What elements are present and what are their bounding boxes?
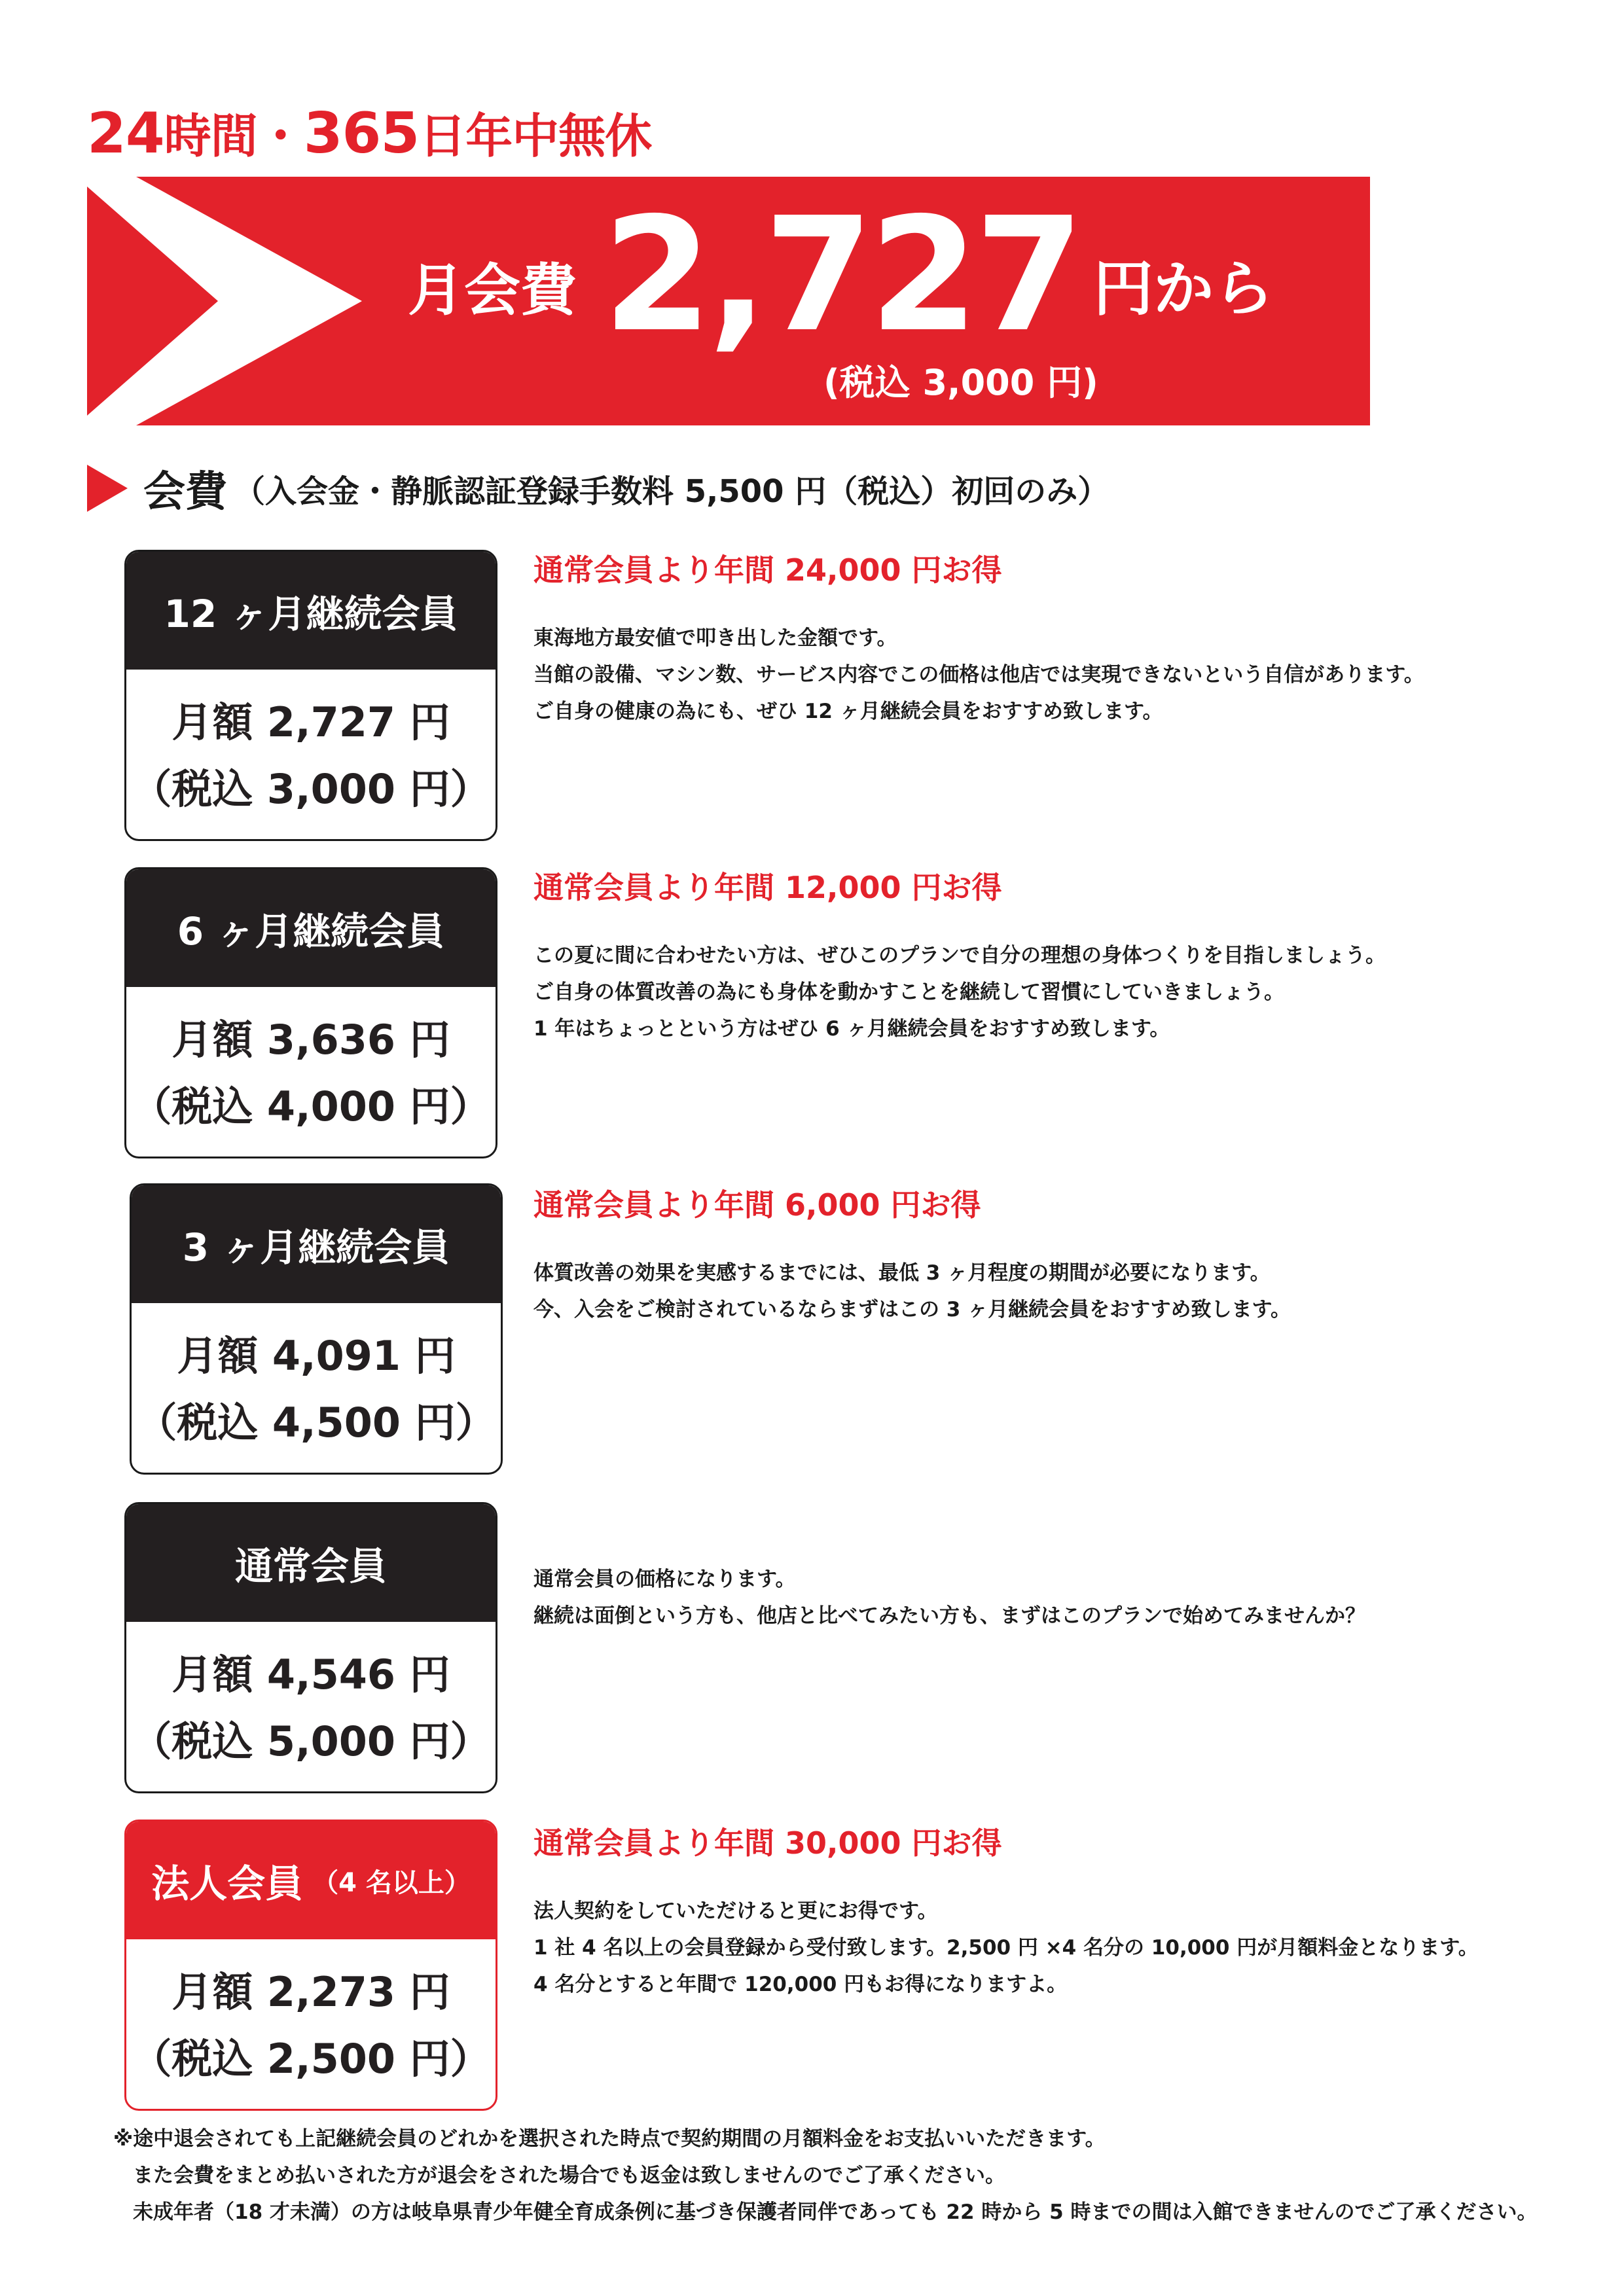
plan-description-12-months: [533, 547, 1581, 730]
banner-price-line: [408, 183, 1274, 367]
section-heading: [87, 458, 1109, 518]
plan-savings: 通常会員より年間 30,000 円お得: [533, 1825, 1002, 1861]
plan-description-line: 1 年はちょっとという方はぜひ 6 ヶ月継続会員をおすすめ致します。: [533, 1017, 1170, 1041]
plan-description-line: 東海地方最安値で叩き出した金額です。: [533, 626, 897, 650]
hours-tagline: [87, 98, 651, 166]
days-number: 365: [303, 101, 420, 166]
plan-description-3-months: [533, 1181, 1581, 1328]
plan-description-line: 4 名分とすると年間で 120,000 円もお得になりますよ。: [533, 1973, 1068, 1996]
plan-tax-price: （税込 5,000 円）: [131, 1717, 491, 1765]
plan-description-6-months: [533, 864, 1581, 1047]
plan-monthly-price: 月額 2,273 円: [171, 1968, 450, 2016]
plan-monthly-price: 月額 3,636 円: [171, 1016, 450, 1064]
plan-tax-price: （税込 4,000 円）: [131, 1083, 491, 1130]
plan-card-3-months: [130, 1183, 503, 1475]
plan-card-6-months: [124, 867, 497, 1158]
footnotes: [113, 2121, 1538, 2231]
hours-unit: 時間・: [164, 109, 304, 164]
plan-description-line: 当館の設備、マシン数、サービス内容でこの価格は他店では実現できないという自信があります。: [533, 663, 1424, 687]
hours-number: 24: [87, 101, 164, 166]
footnote-line: また会費をまとめ払いされた方が退会をされた場合でも返金は致しませんのでご了承ください。: [133, 2164, 1005, 2187]
plan-description-line: この夏に間に合わせたい方は、ぜひこのプランで自分の理想の身体つくりを目指しましょう。: [533, 944, 1386, 967]
banner-label: 月会費: [408, 258, 577, 323]
plan-tax-price: （税込 3,000 円）: [131, 765, 491, 813]
section-subtitle: （入会金・静脈認証登録手数料 5,500 円（税込）初回のみ）: [234, 473, 1110, 510]
plan-description-line: ご自身の体質改善の為にも身体を動かすことを継続して習慣にしていきましょう。: [533, 980, 1284, 1004]
plan-name: 6 ヶ月継続会員: [126, 869, 496, 987]
plan-card-12-months: [124, 550, 497, 841]
triangle-bullet-icon: [87, 465, 128, 512]
plan-card-regular: [124, 1502, 497, 1793]
plan-description-corporate: [533, 1820, 1581, 2003]
plan-description-line: 1 社 4 名以上の会員登録から受付致します。2,500 円 ×4 名分の 10,000 円が月額料金となります。: [533, 1936, 1479, 1960]
plan-monthly-price: 月額 2,727 円: [171, 698, 450, 746]
plan-tax-price: （税込 4,500 円）: [136, 1399, 496, 1446]
plan-savings: 通常会員より年間 12,000 円お得: [533, 870, 1002, 905]
plan-card-corporate: [124, 1820, 497, 2111]
plan-tax-price: （税込 2,500 円）: [131, 2035, 491, 2083]
plan-description-regular: [533, 1561, 1581, 1634]
banner-tax-included: (税込 3,000 円): [823, 362, 1098, 403]
plan-description-line: 通常会員の価格になります。: [533, 1568, 796, 1591]
footnote-line: ※途中退会されても上記継続会員のどれかを選択された時点で契約期間の月額料金をお支払いいただきます。: [113, 2127, 1106, 2151]
days-unit: 日年中無休: [419, 109, 652, 164]
plan-name-text: 法人会員: [151, 1861, 304, 1906]
chevron-arrow-icon: [87, 177, 362, 425]
plan-name: 12 ヶ月継続会員: [126, 552, 496, 670]
plan-name: [126, 1821, 496, 1939]
price-banner: [87, 177, 1370, 425]
plan-description-line: 体質改善の効果を実感するまでには、最低 3 ヶ月程度の期間が必要になります。: [533, 1261, 1271, 1285]
plan-monthly-price: 月額 4,091 円: [177, 1332, 456, 1380]
banner-price: 2,727: [603, 183, 1081, 367]
banner-suffix: 円から: [1093, 254, 1274, 324]
plan-name-note: （4 名以上）: [312, 1867, 471, 1898]
plan-description-line: 法人契約をしていただけると更にお得です。: [533, 1899, 938, 1923]
plan-monthly-price: 月額 4,546 円: [171, 1651, 450, 1698]
plan-description-line: 継続は面倒という方も、他店と比べてみたい方も、まずはこのプランで始めてみませんか？: [533, 1604, 1365, 1628]
plan-savings: 通常会員より年間 6,000 円お得: [533, 1187, 981, 1223]
plan-name: 3 ヶ月継続会員: [132, 1185, 501, 1303]
footnote-line: 未成年者（18 才未満）の方は岐阜県青少年健全育成条例に基づき保護者同伴であっても 22 時から 5 時までの間は入館できませんのでご了承ください。: [133, 2200, 1538, 2224]
section-title: 会費: [143, 468, 227, 516]
plan-savings: 通常会員より年間 24,000 円お得: [533, 552, 1002, 588]
plan-description-line: 今、入会をご検討されているならまずはこの 3 ヶ月継続会員をおすすめ致します。: [533, 1298, 1291, 1321]
plan-name: 通常会員: [126, 1504, 496, 1622]
plan-description-line: ご自身の健康の為にも、ぜひ 12 ヶ月継続会員をおすすめ致します。: [533, 700, 1163, 723]
